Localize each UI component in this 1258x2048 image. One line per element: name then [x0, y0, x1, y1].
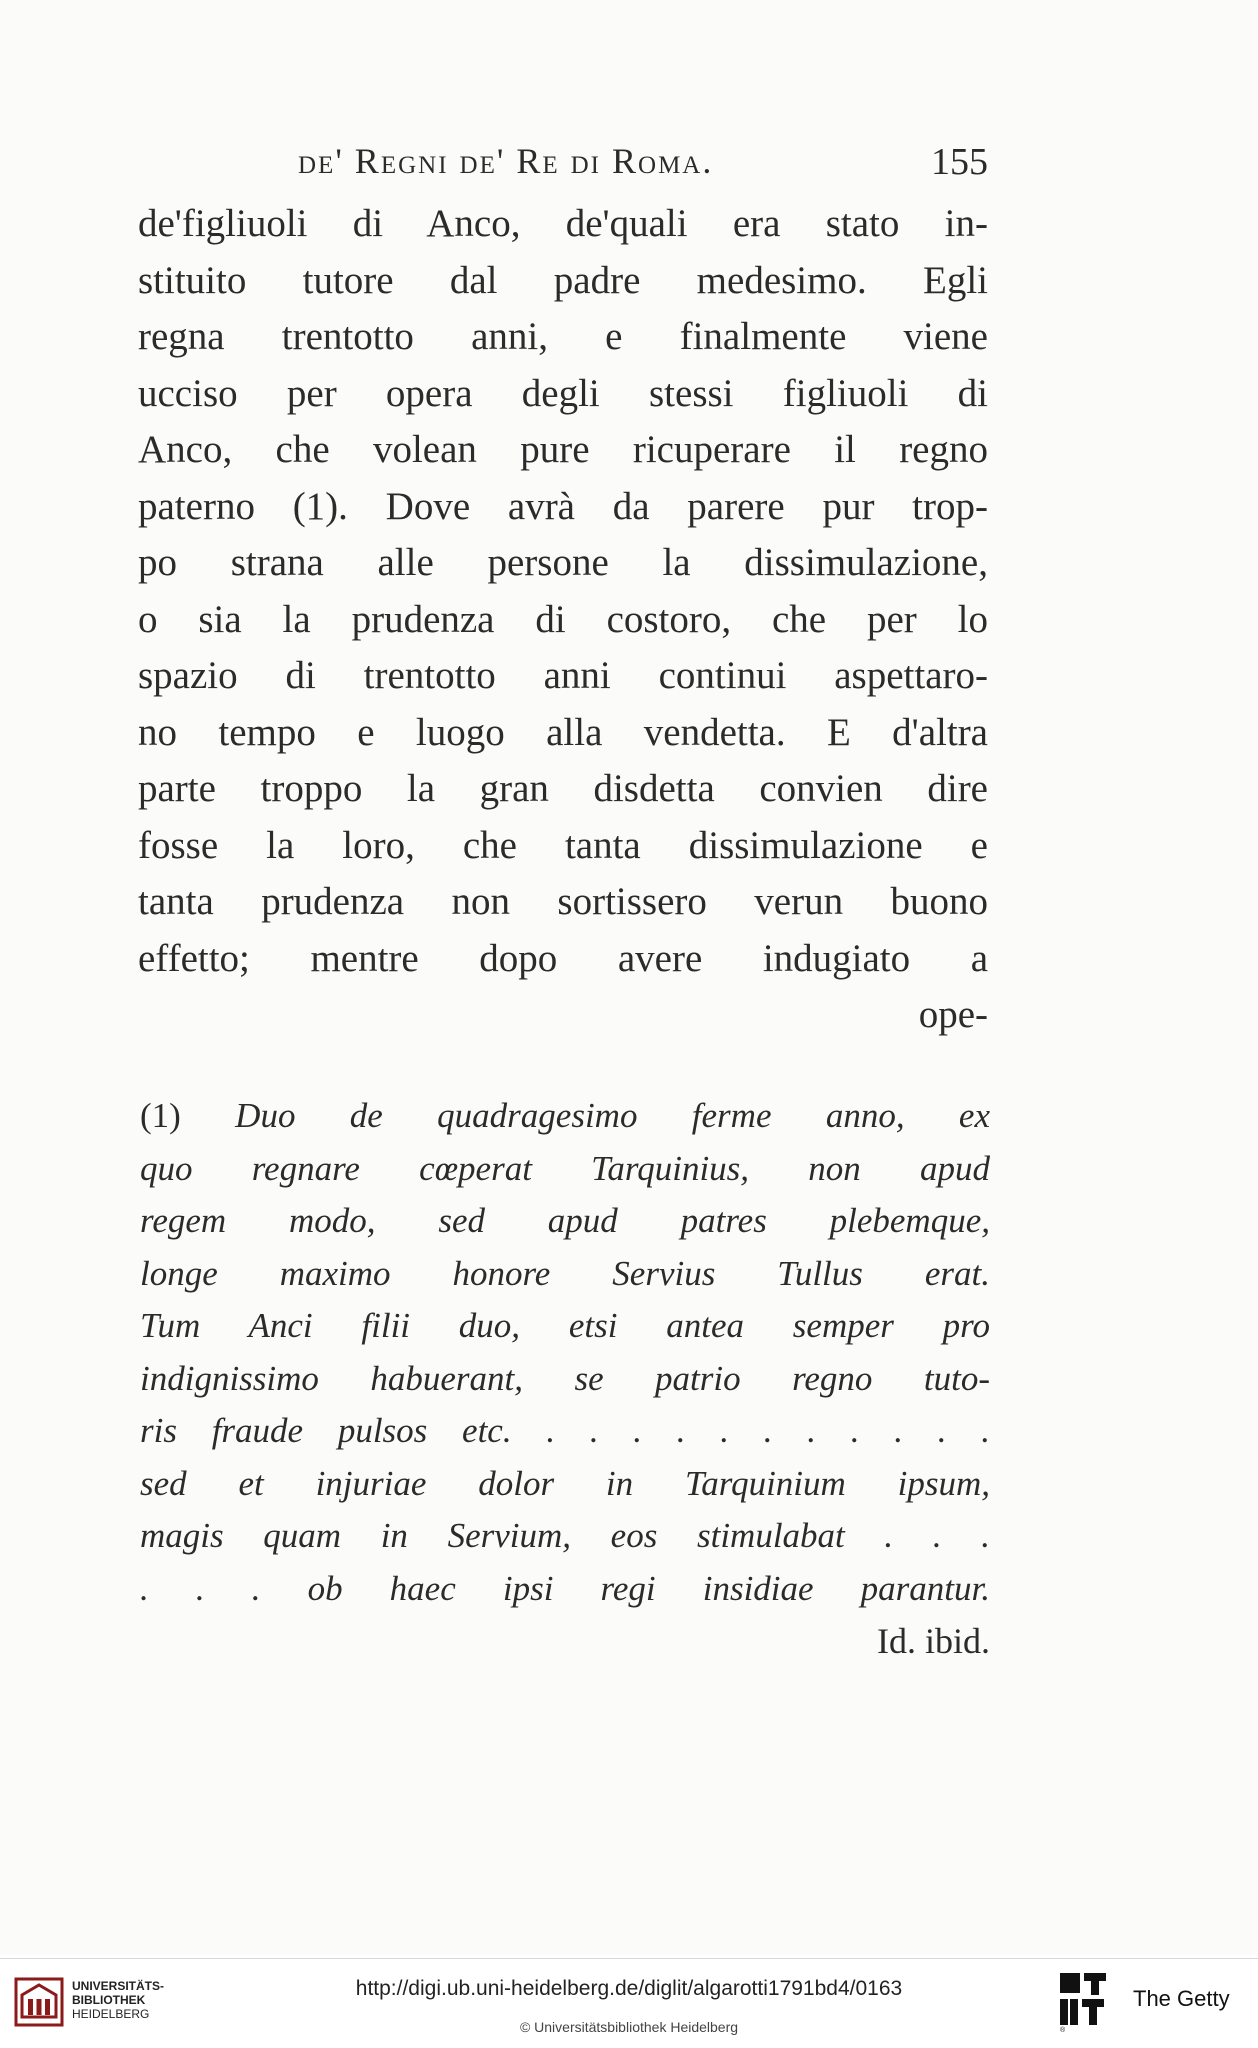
- text-line: effetto; mentre dopo avere indugiato a: [138, 936, 988, 980]
- viewer-footer: [0, 1958, 1258, 2048]
- library-name-line: HEIDELBERG: [72, 2007, 150, 2021]
- text-line: fosse la loro, che tanta dissimulazione e: [138, 823, 988, 867]
- text-line: no tempo e luogo alla vendetta. E d'altra: [138, 710, 988, 754]
- library-name-line: UNIVERSITÄTS-: [72, 1979, 165, 1993]
- page-number: 155: [931, 141, 988, 183]
- running-head: [138, 140, 988, 188]
- text-line: spazio di trentotto anni continui aspettaro-: [138, 654, 988, 697]
- running-head-title: de' Regni de' Re di Roma.: [298, 141, 714, 181]
- footnote-line: sed et injuriae dolor in Tarquinium ipsum,: [140, 1463, 990, 1503]
- text-line: de'figliuoli di Anco, de'quali era stato in-: [138, 202, 988, 245]
- footnote-marker: (1): [140, 1096, 181, 1135]
- text-line: po strana alle persone la dissimulazione,: [138, 541, 988, 584]
- footnote-line: [140, 1090, 990, 1143]
- catchword: ope-: [918, 993, 988, 1036]
- permalink-link[interactable]: http://digi.ub.uni-heidelberg.de/diglit/algarotti1791bd4/0163: [355, 1977, 903, 2000]
- text-line: tanta prudenza non sortissero verun buono: [138, 880, 988, 923]
- getty-trademark: ®: [1060, 2027, 1066, 2033]
- footnote-line: ris fraude pulsos etc. . . . . . . . . . . .: [140, 1411, 990, 1450]
- footnote-line: indignissimo habuerant, se patrio regno tuto-: [140, 1358, 990, 1398]
- footnote-line: longe maximo honore Servius Tullus erat.: [140, 1253, 990, 1293]
- text-line: stituito tutore dal padre medesimo. Egli: [138, 258, 988, 302]
- text-line: paterno (1). Dove avrà da parere pur trop-: [138, 484, 988, 528]
- text-line: o sia la prudenza di costoro, che per lo: [138, 597, 988, 641]
- footnote-line: quo regnare cœperat Tarquinius, non apud: [140, 1148, 990, 1188]
- footnote: [140, 1090, 990, 1668]
- body-text: [138, 196, 988, 1044]
- footnote-source: Id. ibid.: [877, 1621, 990, 1661]
- footnote-line: Tum Anci filii duo, etsi antea semper pro: [140, 1306, 990, 1345]
- getty-label: The Getty: [1133, 1986, 1230, 2011]
- text-line: regna trentotto anni, e finalmente viene: [138, 315, 988, 358]
- footnote-line: magis quam in Servium, eos stimulabat . . .: [140, 1516, 990, 1555]
- footnote-line: regem modo, sed apud patres plebemque,: [140, 1201, 990, 1240]
- getty-logo-icon: [1058, 1971, 1110, 2033]
- footnote-first-line: Duo de quadragesimo ferme anno, ex: [235, 1096, 990, 1135]
- copyright-notice: © Universitätsbibliothek Heidelberg: [519, 2019, 739, 2035]
- text-line: ucciso per opera degli stessi figliuoli di: [138, 371, 988, 415]
- text-line: Anco, che volean pure ricuperare il regno: [138, 428, 988, 471]
- footnote-line: . . . ob haec ipsi regi insidiae parantur.: [140, 1568, 990, 1608]
- library-name-line: BIBLIOTHEK: [72, 1993, 146, 2007]
- text-line: parte troppo la gran disdetta convien dire: [138, 767, 988, 810]
